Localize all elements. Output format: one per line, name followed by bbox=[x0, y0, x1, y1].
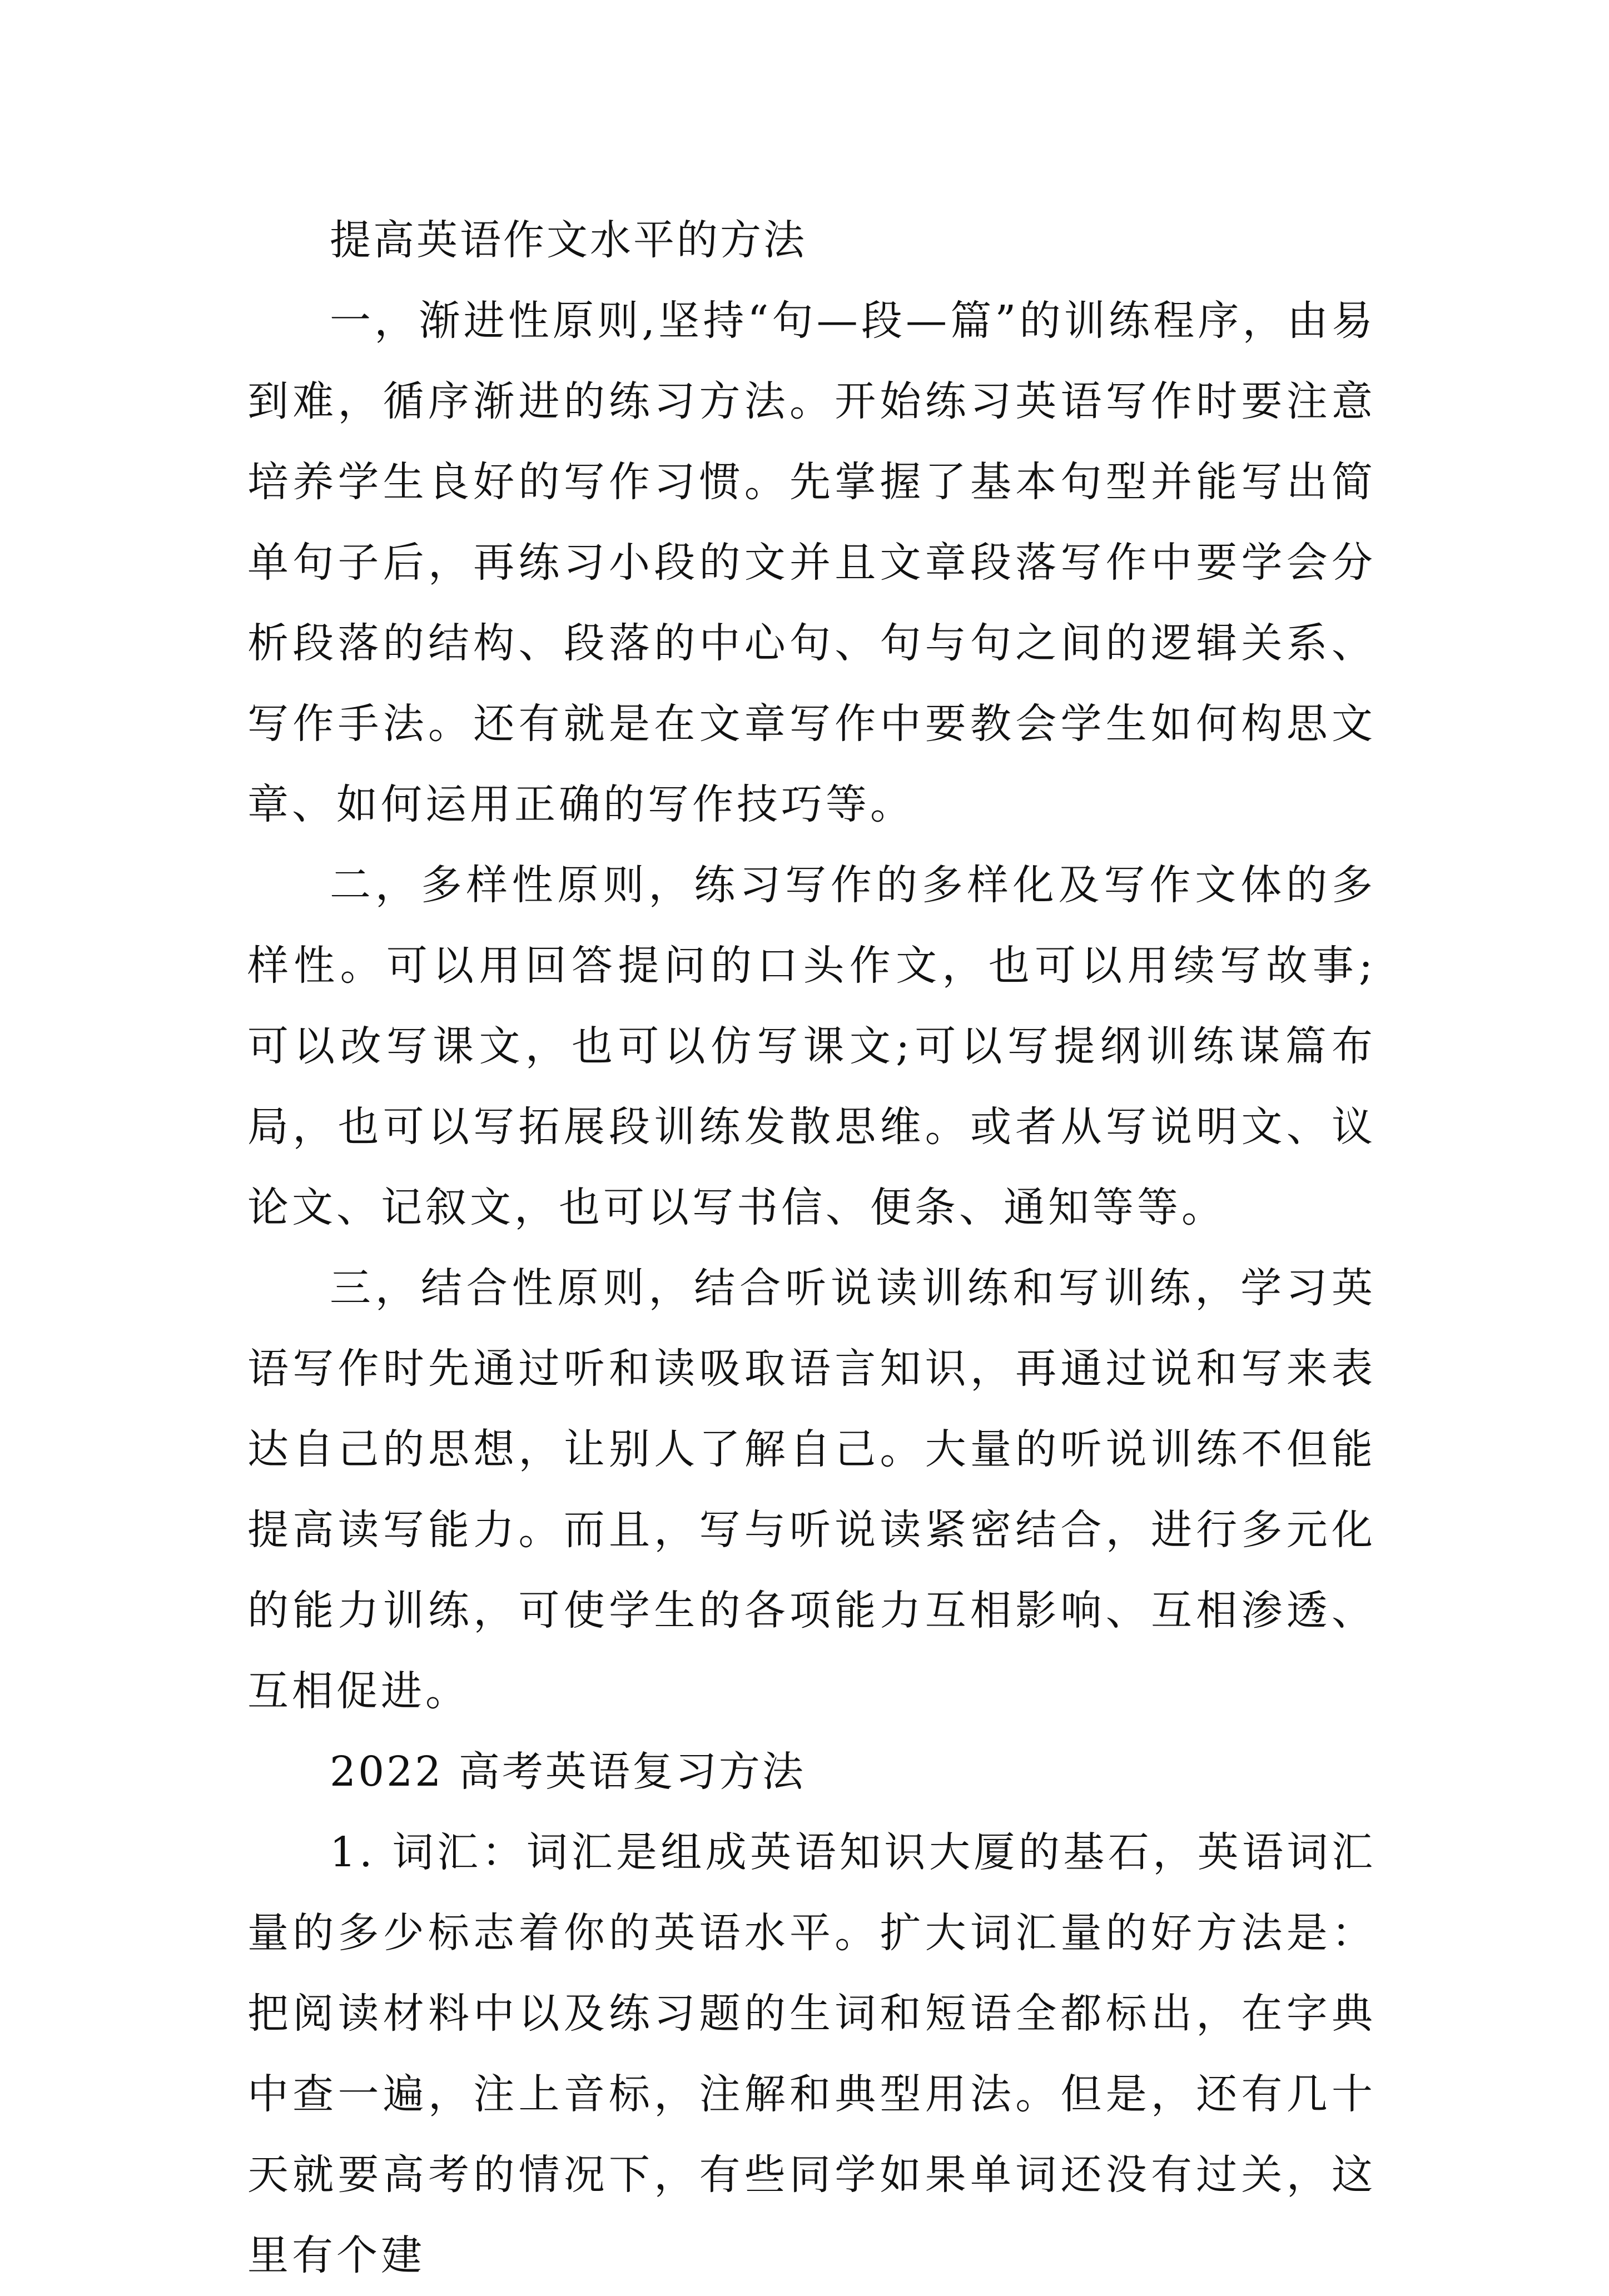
paragraph-diversity-principle: 二，多样性原则，练习写作的多样化及写作文体的多样性。可以用回答提问的口头作文，也可以用续写故事;可以改写课文，也可以仿写课文;可以写提纲训练谋篇布局，也可以写拓展段训练发散思维。或者从写说明文、议论文、记叙文，也可以写书信、便条、通知等等。 bbox=[247, 861, 1376, 1231]
document-body bbox=[247, 200, 1376, 2296]
paragraph-vocabulary: 1. 词汇：词汇是组成英语知识大厦的基石，英语词汇量的多少标志着你的英语水平。扩大词汇量的好方法是：把阅读材料中以及练习题的生词和短语全都标出，在字典中查一遍，注上音标，注解和典型用法。但是，还有几十天就要高考的情况下，有些同学如果单词还没有过关，这里有个建 bbox=[247, 1828, 1376, 2279]
document-title: 提高英语作文水平的方法 bbox=[330, 216, 807, 264]
paragraph-gradual-principle: 一，渐进性原则,坚持“句—段—篇”的训练程序，由易到难，循序渐进的练习方法。开始练习英语写作时要注意培养学生良好的写作习惯。先掌握了基本句型并能写出简单句子后，再练习小段的文并且文章段落写作中要学会分析段落的结构、段落的中心句、句与句之间的逻辑关系、写作手法。还有就是在文章写作中要教会学生如何构思文章、如何运用正确的写作技巧等。 bbox=[247, 297, 1376, 828]
section-title: 2022 高考英语复习方法 bbox=[330, 1748, 806, 1796]
paragraph-integration-principle: 三，结合性原则，结合听说读训练和写训练，学习英语写作时先通过听和读吸取语言知识，再通过说和写来表达自己的思想，让别人了解自己。大量的听说训练不但能提高读写能力。而且，写与听说读紧密结合，进行多元化的能力训练，可使学生的各项能力互相影响、互相渗透、互相促进。 bbox=[247, 1264, 1376, 1715]
